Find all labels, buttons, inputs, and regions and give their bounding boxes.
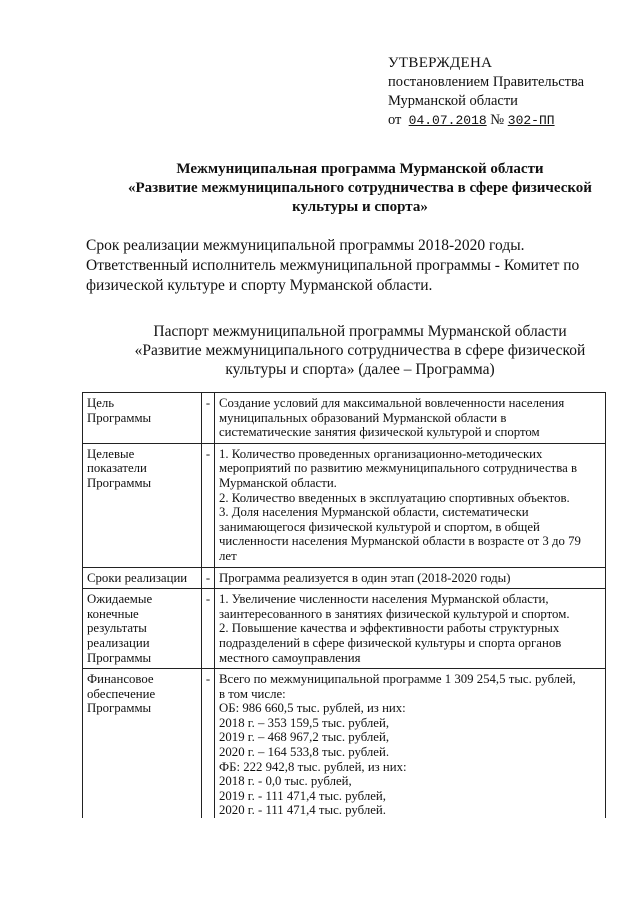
row-content-line: систематические занятия физической культурой и спортом [219,425,540,440]
row-dash: - [202,393,215,444]
row-content-line: лет [219,548,237,563]
row-label [83,567,202,589]
title-line-1: Межмуниципальная программа Мурманской области [176,161,544,177]
row-content [215,443,606,567]
approval-line-2: Мурманской области [388,93,518,109]
row-content-line: местного самоуправления [219,650,361,665]
row-label-line: Программы [87,650,152,665]
row-content [215,669,606,818]
approval-date: 04.07.2018 [408,113,487,128]
term-line-1: Срок реализации межмуниципальной программы 2018-2020 годы. [86,237,525,254]
row-content-line: в том числе: [219,686,286,701]
table-row [83,589,606,669]
table-row [83,393,606,444]
table-row [83,443,606,567]
row-content [215,589,606,669]
program-term-text [86,236,626,296]
approval-heading: УТВЕРЖДЕНА [388,55,493,71]
row-content-line: заинтересованного в занятиях физической культурой и спортом. [219,606,570,621]
term-line-2: Ответственный исполнитель межмуниципальной программы - Комитет по [86,257,580,274]
row-label [83,669,202,818]
row-label [83,443,202,567]
row-content-line: ФБ: 222 942,8 тыс. рублей, из них: [219,759,407,774]
row-content [215,393,606,444]
title-line-3: культуры и спорта» [292,199,428,215]
row-content-line: 2019 г. - 111 471,4 тыс. рублей, [219,788,386,803]
row-content-line: подразделений в сфере физической культуры и спорта органов [219,635,562,650]
passport-line-3: культуры и спорта» (далее – Программа) [225,361,495,378]
approval-line-1: постановлением Правительства [388,74,585,90]
row-content-line: численности населения Мурманской области в возрасте от 3 до 79 [219,534,581,549]
title-line-2: «Развитие межмуниципального сотрудничества в сфере физической [128,180,592,196]
row-label-line: Цель [87,396,115,410]
row-content-line: Всего по межмуниципальной программе 1 309 254,5 тыс. рублей, [219,672,576,687]
row-label [83,589,202,669]
row-dash: - [202,669,215,818]
row-label [83,393,202,444]
row-label-line: реализации [87,635,150,650]
approval-number: 302-ПП [507,113,555,128]
row-label-line: обеспечение [87,686,156,701]
row-content-line: 1. Увеличение численности населения Мурманской области, [219,592,549,607]
passport-heading [80,322,640,379]
program-title [80,160,640,217]
table-row [83,567,606,589]
row-label-line: Программы [87,701,152,716]
row-label-line: результаты [87,621,147,636]
row-label-line: Программы [87,410,152,425]
approval-date-line [388,111,584,130]
row-label-line: конечные [87,606,139,621]
row-label-line: Сроки реализации [87,570,188,585]
row-content-line: муниципальных образований Мурманской области в [219,410,507,425]
row-dash: - [202,567,215,589]
row-content-line: 1. Количество проведенных организационно-методических [219,446,543,461]
approval-stamp [388,54,584,130]
row-label-line: Целевые [87,446,135,461]
row-label-line: показатели [87,461,147,476]
passport-line-2: «Развитие межмуниципального сотрудничества в сфере физической [134,342,586,359]
row-content-line: 2. Повышение качества и эффективности работы структурных [219,621,560,636]
term-line-3: физической культуре и спорту Мурманской области. [86,277,433,294]
row-content-line: ОБ: 986 660,5 тыс. рублей, из них: [219,701,406,716]
row-dash: - [202,589,215,669]
row-content-line: Программа реализуется в один этап (2018-2020 годы) [219,570,511,585]
row-label-line: Программы [87,475,152,490]
passport-line-1: Паспорт межмуниципальной программы Мурманской области [153,323,567,340]
row-content-line: 2020 г. - 111 471,4 тыс. рублей. [219,803,386,818]
row-content [215,567,606,589]
row-content-line: 2019 г. – 468 967,2 тыс. рублей, [219,730,390,745]
row-content-line: 3. Доля населения Мурманской области, систематически [219,505,529,520]
row-content-line: 2. Количество введенных в эксплуатацию спортивных объектов. [219,490,570,505]
row-content-line: Создание условий для максимальной вовлеченности населения [219,396,565,410]
row-content-line: Мурманской области. [219,475,337,490]
approval-number-sign: № [490,112,505,128]
row-label-line: Ожидаемые [87,592,153,607]
row-label-line: Финансовое [87,672,154,687]
row-content-line: 2020 г. – 164 533,8 тыс. рублей. [219,745,390,760]
approval-from: от [388,112,402,128]
row-content-line: занимающегося физической культурой и спортом, в общей [219,519,540,534]
row-content-line: мероприятий по развитию межмуниципального сотрудничества в [219,461,578,476]
row-content-line: 2018 г. - 0,0 тыс. рублей, [219,774,352,789]
passport-table [82,392,606,818]
row-dash: - [202,443,215,567]
row-content-line: 2018 г. – 353 159,5 тыс. рублей, [219,715,390,730]
table-row [83,669,606,818]
